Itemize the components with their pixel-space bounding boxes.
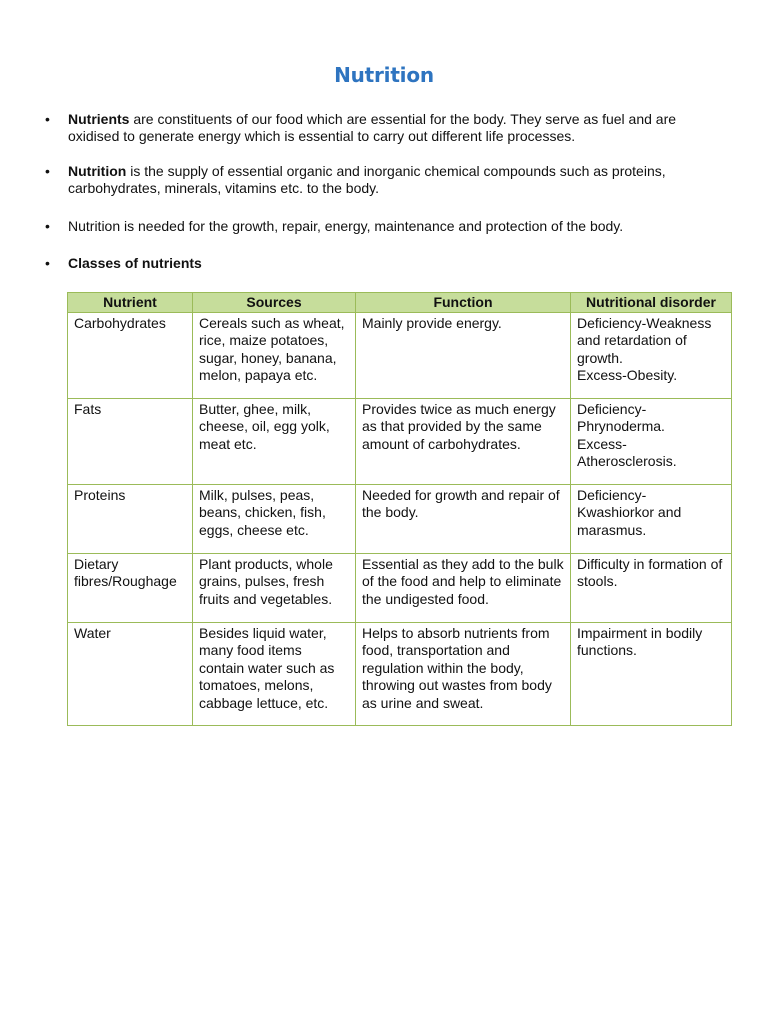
header-disorder: Nutritional disorder <box>571 293 732 313</box>
term-nutrition: Nutrition <box>68 163 127 179</box>
bullet-dot: • <box>45 218 50 234</box>
definition-nutrition: is the supply of essential organic and inorganic chemical compounds such as proteins, carbohydrates, minerals, vitamins etc. to the body. <box>68 163 666 196</box>
table-row <box>68 623 732 726</box>
bullet-nutrition <box>45 163 718 197</box>
cell-nutrient: Dietary fibres/Roughage <box>68 554 193 623</box>
bullet-classes-heading <box>45 255 718 272</box>
table-row <box>68 485 732 554</box>
cell-function: Provides twice as much energy as that provided by the same amount of carbohydrates. <box>356 399 571 485</box>
cell-disorder: Impairment in bodily functions. <box>571 623 732 726</box>
table-row <box>68 313 732 399</box>
cell-nutrient: Fats <box>68 399 193 485</box>
cell-sources: Milk, pulses, peas, beans, chicken, fish, eggs, cheese etc. <box>193 485 356 554</box>
cell-disorder: Deficiency- Kwashiorkor and marasmus. <box>571 485 732 554</box>
table-header-row <box>68 293 732 313</box>
bullet-dot: • <box>45 163 50 179</box>
cell-sources: Plant products, whole grains, pulses, fresh fruits and vegetables. <box>193 554 356 623</box>
definition-nutrients: are constituents of our food which are essential for the body. They serve as fuel and are oxidised to generate energy which is essential to carry out different life processes. <box>68 111 677 144</box>
cell-sources: Butter, ghee, milk, cheese, oil, egg yolk, meat etc. <box>193 399 356 485</box>
header-sources: Sources <box>193 293 356 313</box>
cell-disorder: Difficulty in formation of stools. <box>571 554 732 623</box>
cell-function: Essential as they add to the bulk of the food and help to eliminate the undigested food. <box>356 554 571 623</box>
nutrition-need-text: Nutrition is needed for the growth, repair, energy, maintenance and protection of the body. <box>68 218 624 234</box>
term-nutrients: Nutrients <box>68 111 130 127</box>
cell-nutrient: Water <box>68 623 193 726</box>
cell-nutrient: Proteins <box>68 485 193 554</box>
bullet-dot: • <box>45 111 50 127</box>
bullet-nutrition-need <box>45 218 718 235</box>
classes-heading: Classes of nutrients <box>68 255 202 271</box>
header-nutrient: Nutrient <box>68 293 193 313</box>
nutrients-table <box>67 292 732 726</box>
page-title: Nutrition <box>334 63 434 87</box>
bullet-nutrients <box>45 111 718 145</box>
cell-function: Helps to absorb nutrients from food, transportation and regulation within the body, throwing out wastes from body as urine and sweat. <box>356 623 571 726</box>
cell-disorder: Deficiency-Weakness and retardation of growth. Excess-Obesity. <box>571 313 732 399</box>
cell-function: Needed for growth and repair of the body. <box>356 485 571 554</box>
cell-nutrient: Carbohydrates <box>68 313 193 399</box>
cell-sources: Besides liquid water, many food items contain water such as tomatoes, melons, cabbage lettuce, etc. <box>193 623 356 726</box>
header-function: Function <box>356 293 571 313</box>
cell-disorder: Deficiency- Phrynoderma. Excess- Atherosclerosis. <box>571 399 732 485</box>
table-row <box>68 399 732 485</box>
cell-sources: Cereals such as wheat, rice, maize potatoes, sugar, honey, banana, melon, papaya etc. <box>193 313 356 399</box>
bullet-dot: • <box>45 255 50 271</box>
table-row <box>68 554 732 623</box>
cell-function: Mainly provide energy. <box>356 313 571 399</box>
